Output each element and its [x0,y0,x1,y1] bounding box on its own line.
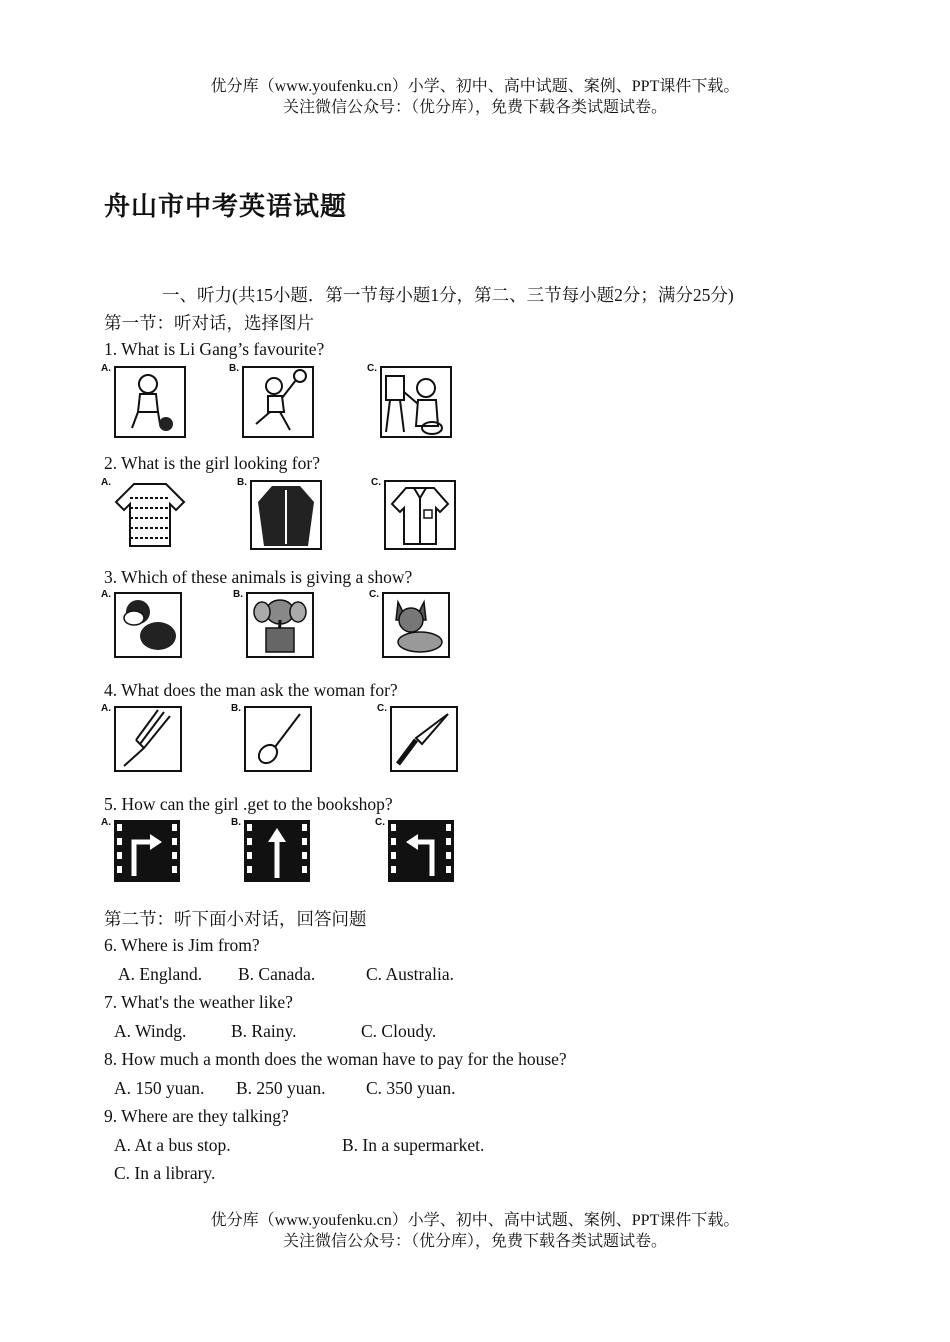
question-5: 5. How can the girl .get to the bookshop? [104,794,393,814]
option-label: B. [231,817,241,828]
question-9: 9. Where are they talking? [104,1106,289,1126]
option-label: C. [371,477,381,488]
question-3: 3. Which of these animals is giving a show? [104,567,413,587]
shirt-icon [384,480,456,550]
q6-option-a[interactable]: A. England. [118,964,203,984]
option-label: B. [229,363,239,374]
q9-option-c[interactable]: C. In a library. [114,1163,216,1183]
option-label: A. [101,817,111,828]
option-label: C. [367,363,377,374]
q6-option-c[interactable]: C. Australia. [366,964,454,984]
section1-heading: 第一节：听对话，选择图片 [104,313,314,333]
page-title: 舟山市中考英语试题 [104,192,348,222]
question-4: 4. What does the man ask the woman for? [104,680,398,700]
option-label: C. [375,817,385,828]
q7-option-a[interactable]: A. Windg. [114,1021,187,1041]
boy-basketball-icon [242,366,314,438]
footer-line-2: 关注微信公众号：（优分库），免费下载各类试题试卷。 [282,1233,667,1250]
monkey-icon [114,592,182,658]
footer-line-1: 优分库（www.youfenku.cn）小学、初中、高中试题、案例、PPT课件下载。 [210,1212,740,1229]
option-label: B. [237,477,247,488]
boy-football-icon [114,366,186,438]
elephant-icon [246,592,314,658]
part1-heading: 一、听力(共15小题．第一节每小题1分，第二、三节每小题2分；满分25分) [162,285,734,305]
boy-painting-icon [380,366,452,438]
header-line-2: 关注微信公众号：（优分库），免费下载各类试题试卷。 [282,99,667,116]
q7-option-b[interactable]: B. Rainy. [231,1021,297,1041]
option-label: A. [101,477,111,488]
q9-option-b[interactable]: B. In a supermarket. [342,1135,485,1155]
option-label: B. [233,589,243,600]
option-label: A. [101,589,111,600]
fork-icon [114,706,182,772]
q8-option-c[interactable]: C. 350 yuan. [366,1078,456,1098]
option-label: B. [231,703,241,714]
question-7: 7. What's the weather like? [104,992,293,1012]
q9-option-a[interactable]: A. At a bus stop. [114,1135,231,1155]
q8-option-b[interactable]: B. 250 yuan. [236,1078,326,1098]
question-6: 6. Where is Jim from? [104,935,260,955]
sweater-icon [114,480,186,550]
option-label: A. [101,703,111,714]
q8-option-a[interactable]: A. 150 yuan. [114,1078,205,1098]
knife-icon [390,706,458,772]
q7-option-c[interactable]: C. Cloudy. [361,1021,437,1041]
turn-left-icon [388,820,454,882]
option-label: C. [377,703,387,714]
option-label: C. [369,589,379,600]
question-8: 8. How much a month does the woman have to pay for the house? [104,1049,567,1069]
cat-icon [382,592,450,658]
question-2: 2. What is the girl looking for? [104,453,320,473]
question-1: 1. What is Li Gang’s favourite? [104,339,325,359]
q6-option-b[interactable]: B. Canada. [238,964,316,984]
turn-right-icon [114,820,180,882]
jacket-icon [250,480,322,550]
go-straight-icon [244,820,310,882]
spoon-icon [244,706,312,772]
header-line-1: 优分库（www.youfenku.cn）小学、初中、高中试题、案例、PPT课件下载。 [210,78,740,95]
option-label: A. [101,363,111,374]
section2-heading: 第二节：听下面小对话，回答问题 [104,909,367,929]
